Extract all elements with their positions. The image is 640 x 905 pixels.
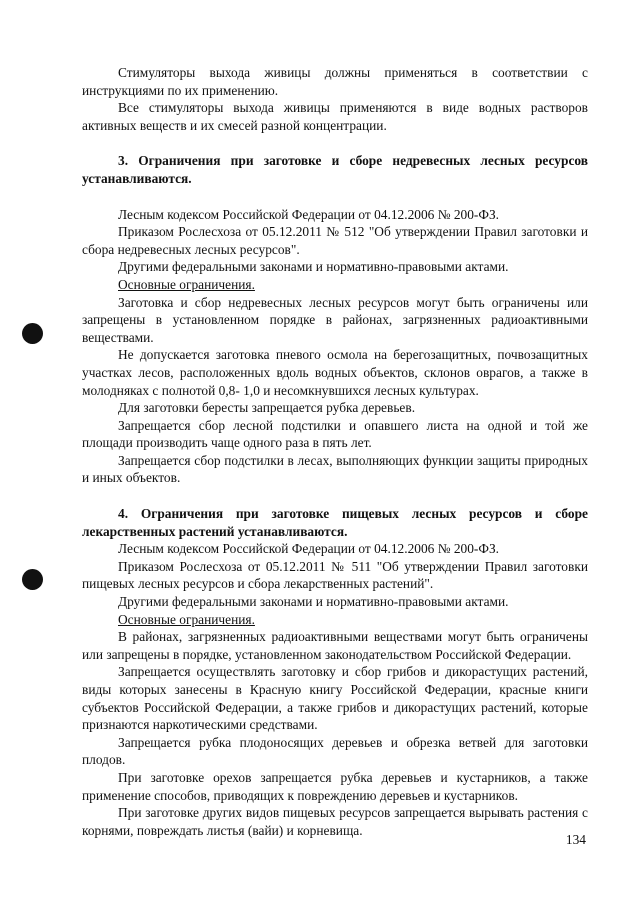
section-4-item: Запрещается рубка плодоносящих деревьев и обрезка ветвей для заготовки плодов. [82, 734, 588, 768]
section-3-heading: 3. Ограничения при заготовке и сборе недревесных лесных ресурсов устанавливаются. [82, 153, 588, 186]
section-3-law-2: Приказом Рослесхоза от 05.12.2011 № 512 "Об утверждении Правил заготовки и сбора недревесных лесных ресурсов". [82, 224, 588, 257]
section-3-law-1: Лесным кодексом Российской Федерации от 04.12.2006 № 200-ФЗ. [118, 206, 500, 222]
section-4-item: Запрещается осуществлять заготовку и сбор грибов и дикорастущих растений, виды которых занесены в Красную книгу Российской Федерации, красные книги субъектов Российской Федерации, а также грибов и дикорастущих растений, которые признаются наркотическими средствами. [82, 664, 588, 733]
section-4-law-1: Лесным кодексом Российской Федерации от 04.12.2006 № 200-ФЗ. [118, 541, 500, 557]
section-4-heading: 4. Ограничения при заготовке пищевых лесных ресурсов и сборе лекарственных растений устанавливаются. [82, 506, 588, 539]
paragraph: Все стимуляторы выхода живицы применяются в виде водных растворов активных веществ и их смесей разной концентрации. [82, 100, 588, 133]
section-4-subheading: Основные ограничения. [118, 611, 255, 627]
document-page [82, 64, 588, 839]
section-3-subheading: Основные ограничения. [118, 276, 255, 292]
section-3-law-3: Другими федеральными законами и нормативно-правовыми актами. [118, 259, 509, 275]
section-4-law-2: Приказом Рослесхоза от 05.12.2011 № 511 "Об утверждении Правил заготовки пищевых лесных ресурсов и сбора лекарственных растений". [82, 558, 588, 592]
section-4-law-3: Другими федеральными законами и нормативно-правовыми актами. [118, 594, 509, 610]
section-3-item: Заготовка и сбор недревесных лесных ресурсов могут быть ограничены или запрещены в установленном порядке в районах, загрязненных радиоактивными веществами. [82, 294, 588, 345]
binder-hole-bottom [22, 569, 43, 590]
section-4-item: В районах, загрязненных радиоактивными веществами могут быть ограничены или запрещены в порядке, установленном законодательством Российской Федерации. [82, 629, 588, 662]
section-4-item: При заготовке других видов пищевых ресурсов запрещается вырывать растения с корнями, повреждать листья (вайи) и корневища. [82, 805, 588, 838]
section-4-item: При заготовке орехов запрещается рубка деревьев и кустарников, а также применение способов, приводящих к повреждению деревьев и кустарников. [82, 769, 588, 803]
paragraph: Стимуляторы выхода живицы должны применяться в соответствии с инструкциями по их применению. [82, 65, 588, 98]
section-3-item: Запрещается сбор подстилки в лесах, выполняющих функции защиты природных и иных объектов. [82, 452, 588, 486]
section-3-item: Запрещается сбор лесной подстилки и опавшего листа на одной и той же площади производить чаще одного раза в пять лет. [82, 417, 588, 451]
binder-hole-top [22, 323, 43, 344]
page-number: 134 [565, 832, 586, 847]
section-3-item: Не допускается заготовка пневого осмола на берегозащитных, почвозащитных участках лесов, расположенных вдоль водных объектов, склонов оврагов, а также в молодняках с полнотой 0,8- 1,0 и несомкнувшихся лесных культурах. [82, 347, 588, 398]
section-3-item: Для заготовки бересты запрещается рубка деревьев. [118, 400, 416, 416]
